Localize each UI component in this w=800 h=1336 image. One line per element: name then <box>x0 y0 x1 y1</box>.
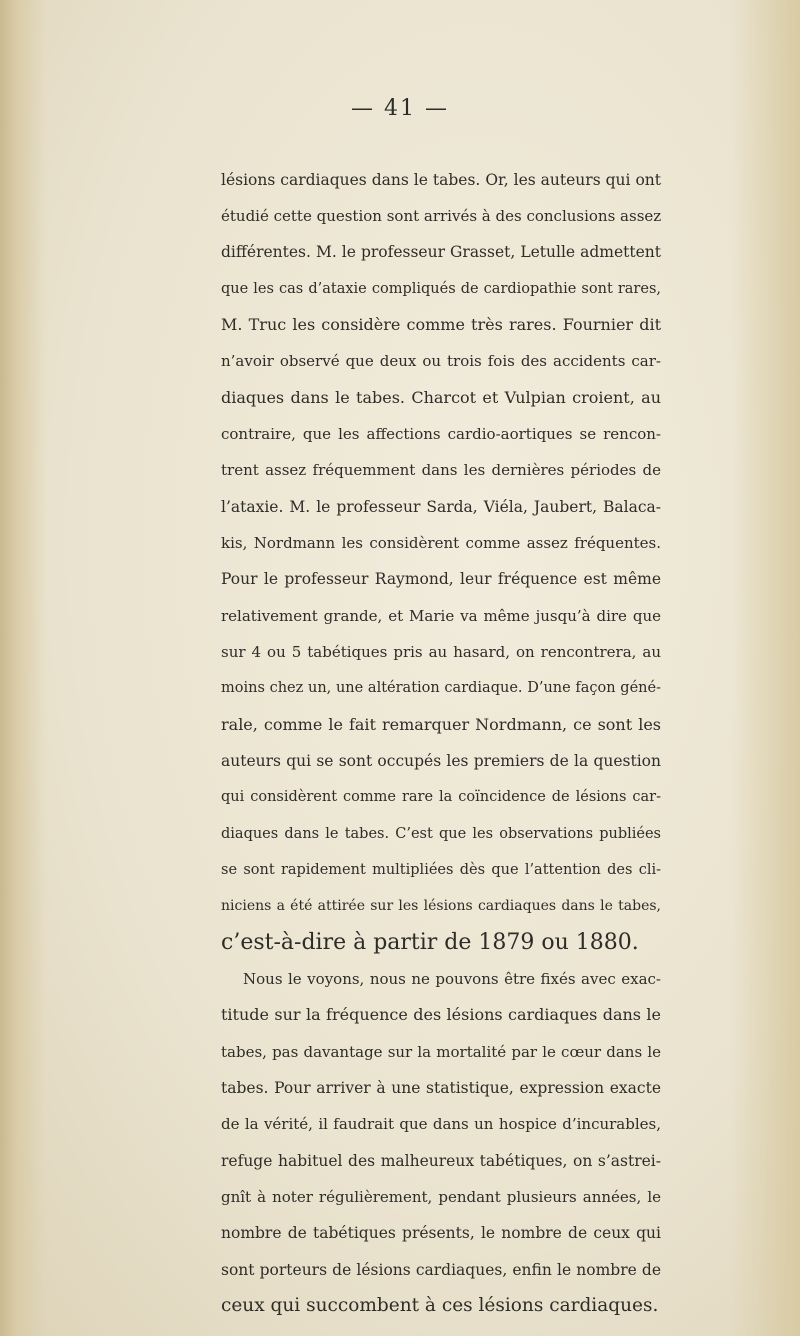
text-line: de la vérité, il faudrait que dans un hospice d’incurables, <box>221 1115 661 1133</box>
text-line: auteurs qui se sont occupés les premiers de la question <box>221 752 661 770</box>
text-line: sont porteurs de lésions cardiaques, enfin le nombre de <box>221 1261 661 1279</box>
text-line: se sont rapidement multipliées dès que l’attention des cli- <box>221 862 661 878</box>
text-line: contraire, que les affections cardio-aortiques se rencon- <box>221 425 661 443</box>
text-line: relativement grande, et Marie va même jusqu’à dire que <box>221 607 661 625</box>
text-line: refuge habituel des malheureux tabétiques, on s’astrei- <box>221 1152 661 1170</box>
paragraph-first-line: Nous le voyons, nous ne pouvons être fixés avec exac- <box>243 970 661 988</box>
text-line: ceux qui succombent à ces lésions cardiaques. <box>221 1295 659 1316</box>
text-line: tabes. Pour arriver à une statistique, expression exacte <box>221 1079 661 1097</box>
text-line: qui considèrent comme rare la coïncidence de lésions car- <box>221 789 661 805</box>
page-edge-stain <box>730 0 800 1336</box>
text-line: moins chez un, une altération cardiaque. D’une façon géné- <box>221 680 661 696</box>
text-line: n’avoir observé que deux ou trois fois des accidents car- <box>221 352 661 370</box>
binding-edge-stain <box>0 0 46 1336</box>
text-line: lésions cardiaques dans le tabes. Or, les auteurs qui ont <box>221 171 661 189</box>
text-line: trent assez fréquemment dans les dernières périodes de <box>221 461 661 479</box>
text-line: diaques dans le tabes. Charcot et Vulpian croient, au <box>221 388 661 407</box>
text-line: l’ataxie. M. le professeur Sarda, Viéla, Jaubert, Balaca- <box>221 498 661 516</box>
text-line: différentes. M. le professeur Grasset, Letulle admettent <box>221 243 661 261</box>
text-line: M. Truc les considère comme très rares. Fournier dit <box>221 315 661 334</box>
text-line: gnît à noter régulièrement, pendant plusieurs années, le <box>221 1188 661 1206</box>
text-line: étudié cette question sont arrivés à des conclusions assez <box>221 207 662 225</box>
text-line: titude sur la fréquence des lésions cardiaques dans le <box>221 1005 661 1024</box>
page-number: — 41 — <box>351 96 449 121</box>
text-line: c’est-à-dire à partir de 1879 ou 1880. <box>221 930 639 955</box>
text-line: tabes, pas davantage sur la mortalité par le cœur dans le <box>221 1043 661 1061</box>
text-line: diaques dans le tabes. C’est que les observations publiées <box>221 826 661 842</box>
text-line: sur 4 ou 5 tabétiques pris au hasard, on rencontrera, au <box>221 643 661 661</box>
text-line: que les cas d’ataxie compliqués de cardiopathie sont rares, <box>221 281 661 297</box>
text-line: Pour le professeur Raymond, leur fréquence est même <box>221 570 661 588</box>
text-line: niciens a été attirée sur les lésions cardiaques dans le tabes, <box>221 898 661 914</box>
text-line: rale, comme le fait remarquer Nordmann, ce sont les <box>221 715 661 734</box>
text-line: nombre de tabétiques présents, le nombre de ceux qui <box>221 1224 661 1242</box>
text-line: kis, Nordmann les considèrent comme assez fréquentes. <box>221 534 661 552</box>
